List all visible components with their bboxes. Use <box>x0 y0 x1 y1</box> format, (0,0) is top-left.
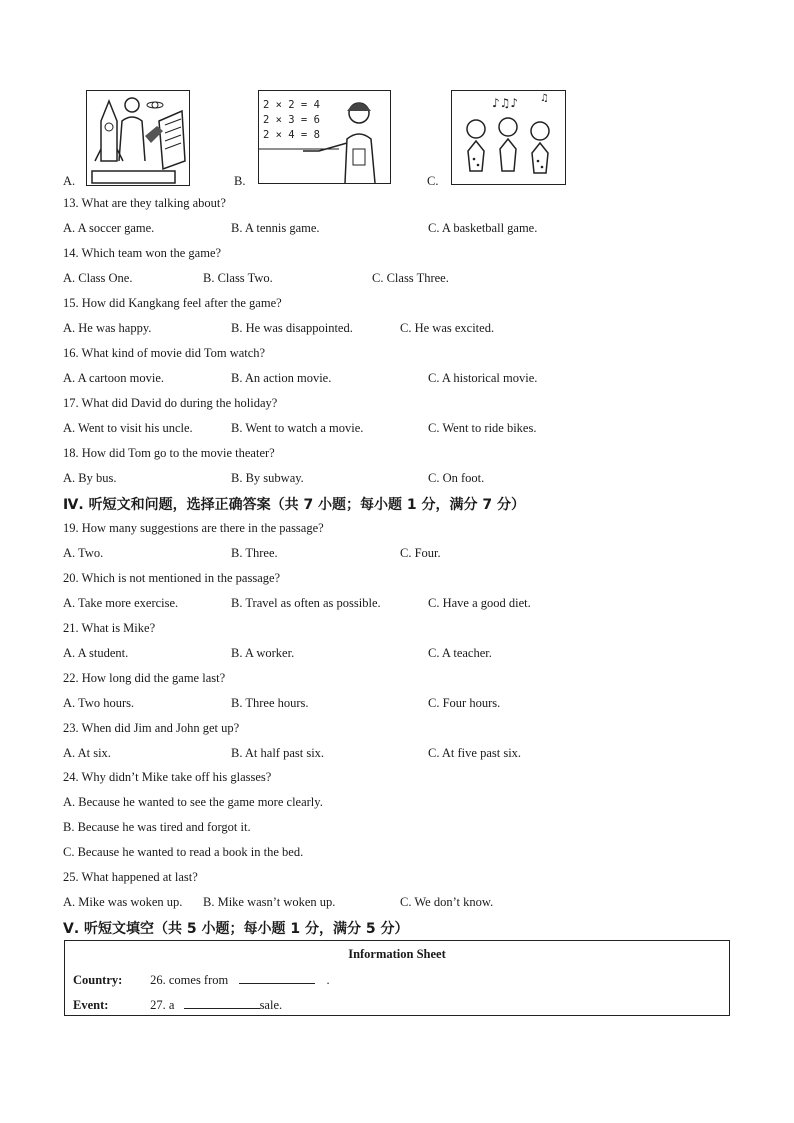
option-c: C. On foot. <box>428 471 485 485</box>
question-text: 20. Which is not mentioned in the passage? <box>63 571 281 585</box>
answer-blank-26[interactable] <box>239 972 315 984</box>
question-text: 25. What happened at last? <box>63 870 198 884</box>
country-label: Country: <box>73 973 123 987</box>
option-a: A. By bus. <box>63 471 117 485</box>
question-text: 23. When did Jim and John get up? <box>63 721 240 735</box>
option-c: C. Class Three. <box>372 271 449 285</box>
option-b: B. Went to watch a movie. <box>231 421 364 435</box>
option-a: A. A cartoon movie. <box>63 371 165 385</box>
option-a: A. He was happy. <box>63 321 152 335</box>
question-text: 21. What is Mike? <box>63 621 156 635</box>
section-5-title: Ⅴ. 听短文填空（共 5 小题；每小题 1 分，满分 5 分） <box>63 921 409 937</box>
option-b: B. A worker. <box>231 646 295 660</box>
math-line-1: 2 × 2 = 4 <box>263 99 320 111</box>
option-c: C. We don’t know. <box>400 895 494 909</box>
option-c: C. He was excited. <box>400 321 495 335</box>
picture-b-label: B. <box>234 174 246 188</box>
science-illustration <box>87 91 189 185</box>
option-b: B. Travel as often as possible. <box>231 596 381 610</box>
picture-b-math-teacher <box>258 90 391 184</box>
option-c: C. At five past six. <box>428 746 522 760</box>
picture-c-label: C. <box>427 174 439 188</box>
option-c: C. Have a good diet. <box>428 596 531 610</box>
option-c: C. Because he wanted to read a book in the bed. <box>63 845 304 859</box>
svg-text:♫: ♫ <box>540 93 549 104</box>
question-text: 19. How many suggestions are there in the passage? <box>63 521 324 535</box>
option-c: C. Four hours. <box>428 696 501 710</box>
event-label: Event: <box>73 998 109 1012</box>
option-b: B. Three hours. <box>231 696 309 710</box>
option-c: C. Went to ride bikes. <box>428 421 537 435</box>
question-text: 22. How long did the game last? <box>63 671 226 685</box>
svg-text:♪♫♪: ♪♫♪ <box>492 96 519 110</box>
country-end: . <box>326 973 330 987</box>
answer-blank-27[interactable] <box>184 997 260 1009</box>
option-b: B. Class Two. <box>203 271 273 285</box>
option-c: C. A teacher. <box>428 646 492 660</box>
question-text: 14. Which team won the game? <box>63 246 222 260</box>
option-a: A. A soccer game. <box>63 221 155 235</box>
option-b: B. Because he was tired and forgot it. <box>63 820 251 834</box>
option-b: B. He was disappointed. <box>231 321 353 335</box>
event-end: sale. <box>259 998 283 1012</box>
option-a: A. Class One. <box>63 271 133 285</box>
question-text: 15. How did Kangkang feel after the game? <box>63 296 282 310</box>
section-4-title: Ⅳ. 听短文和问题，选择正确答案（共 7 小题；每小题 1 分，满分 7 分） <box>63 497 526 513</box>
information-sheet <box>64 940 730 1016</box>
math-line-3: 2 × 4 = 8 <box>263 129 320 141</box>
math-line-2: 2 × 3 = 6 <box>263 114 320 126</box>
question-text: 18. How did Tom go to the movie theater? <box>63 446 275 460</box>
option-b: B. Mike wasn’t woken up. <box>203 895 336 909</box>
question-text: 17. What did David do during the holiday? <box>63 396 278 410</box>
option-b: B. By subway. <box>231 471 304 485</box>
option-a: A. Because he wanted to see the game more clearly. <box>63 795 323 809</box>
event-prompt: 27. a <box>150 998 175 1012</box>
picture-a-label: A. <box>63 174 76 188</box>
picture-options <box>62 88 582 190</box>
picture-a-science <box>86 90 190 186</box>
option-b: B. A tennis game. <box>231 221 320 235</box>
option-a: A. Went to visit his uncle. <box>63 421 193 435</box>
option-a: A. A student. <box>63 646 129 660</box>
option-a: A. Take more exercise. <box>63 596 179 610</box>
singing-girls-illustration <box>452 91 565 184</box>
picture-c-singing-girls <box>451 90 566 185</box>
question-text: 24. Why didn’t Mike take off his glasses? <box>63 770 272 784</box>
country-prompt: 26. comes from <box>150 973 229 987</box>
option-c: C. A historical movie. <box>428 371 538 385</box>
option-c: C. A basketball game. <box>428 221 538 235</box>
option-b: B. At half past six. <box>231 746 325 760</box>
option-b: B. An action movie. <box>231 371 332 385</box>
option-c: C. Four. <box>400 546 441 560</box>
option-a: A. Two. <box>63 546 104 560</box>
info-row-country <box>73 972 330 988</box>
option-a: A. Mike was woken up. <box>63 895 183 909</box>
option-a: A. At six. <box>63 746 111 760</box>
option-b: B. Three. <box>231 546 278 560</box>
info-row-event <box>73 997 282 1013</box>
question-text: 16. What kind of movie did Tom watch? <box>63 346 266 360</box>
teacher-illustration <box>259 91 390 183</box>
question-text: 13. What are they talking about? <box>63 196 226 210</box>
information-sheet-title: Information Sheet <box>348 947 446 961</box>
option-a: A. Two hours. <box>63 696 135 710</box>
